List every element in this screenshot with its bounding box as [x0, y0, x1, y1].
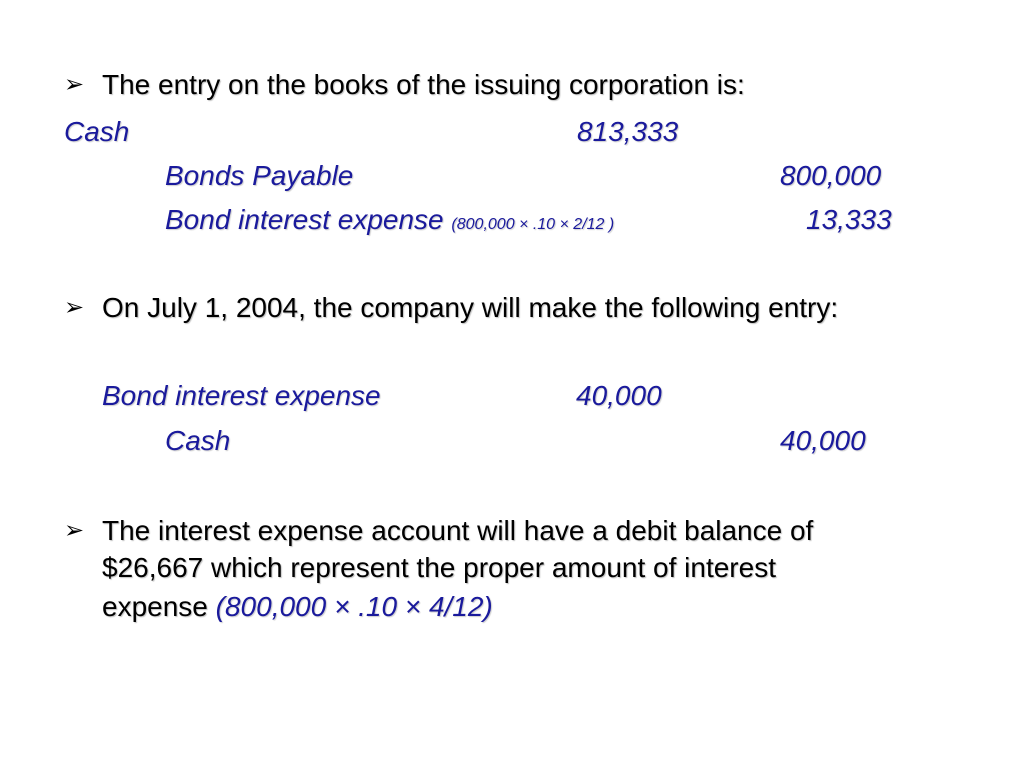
entry1-interest-formula: (800,000 × .10 × 2/12 )	[451, 216, 615, 233]
bullet-arrow-icon: ➢	[64, 517, 85, 544]
entry1-interest-credit: 13,333	[806, 204, 892, 235]
bullet-arrow-icon: ➢	[64, 71, 85, 98]
entry1-cash-debit: 813,333	[577, 116, 679, 147]
entry1-bonds-payable-credit: 800,000	[780, 160, 882, 191]
bullet-text-issuing-entry: The entry on the books of the issuing corporation is:	[102, 69, 745, 100]
entry1-interest-label-text: Bond interest expense	[165, 204, 444, 235]
entry2-interest-label: Bond interest expense	[102, 380, 381, 411]
entry1-interest-label	[165, 203, 614, 242]
entry1-cash-label: Cash	[64, 116, 130, 147]
entry2-interest-debit: 40,000	[576, 380, 662, 411]
bullet-text-balance-expense: expense	[102, 591, 208, 622]
bullet-arrow-icon: ➢	[64, 294, 85, 321]
bullet-text-july-entry: On July 1, 2004, the company will make the following entry:	[102, 292, 839, 323]
entry2-cash-label: Cash	[165, 425, 231, 456]
entry2-cash-credit: 40,000	[780, 425, 866, 456]
bullet-text-balance-line1: The interest expense account will have a debit balance of	[102, 515, 814, 546]
bullet-text-balance-line2: $26,667 which represent the proper amount of interest	[102, 552, 776, 583]
bullet-text-balance-line3	[102, 590, 493, 624]
entry1-bonds-payable-label: Bonds Payable	[165, 160, 354, 191]
bullet-text-balance-formula: (800,000 × .10 × 4/12)	[215, 591, 493, 622]
